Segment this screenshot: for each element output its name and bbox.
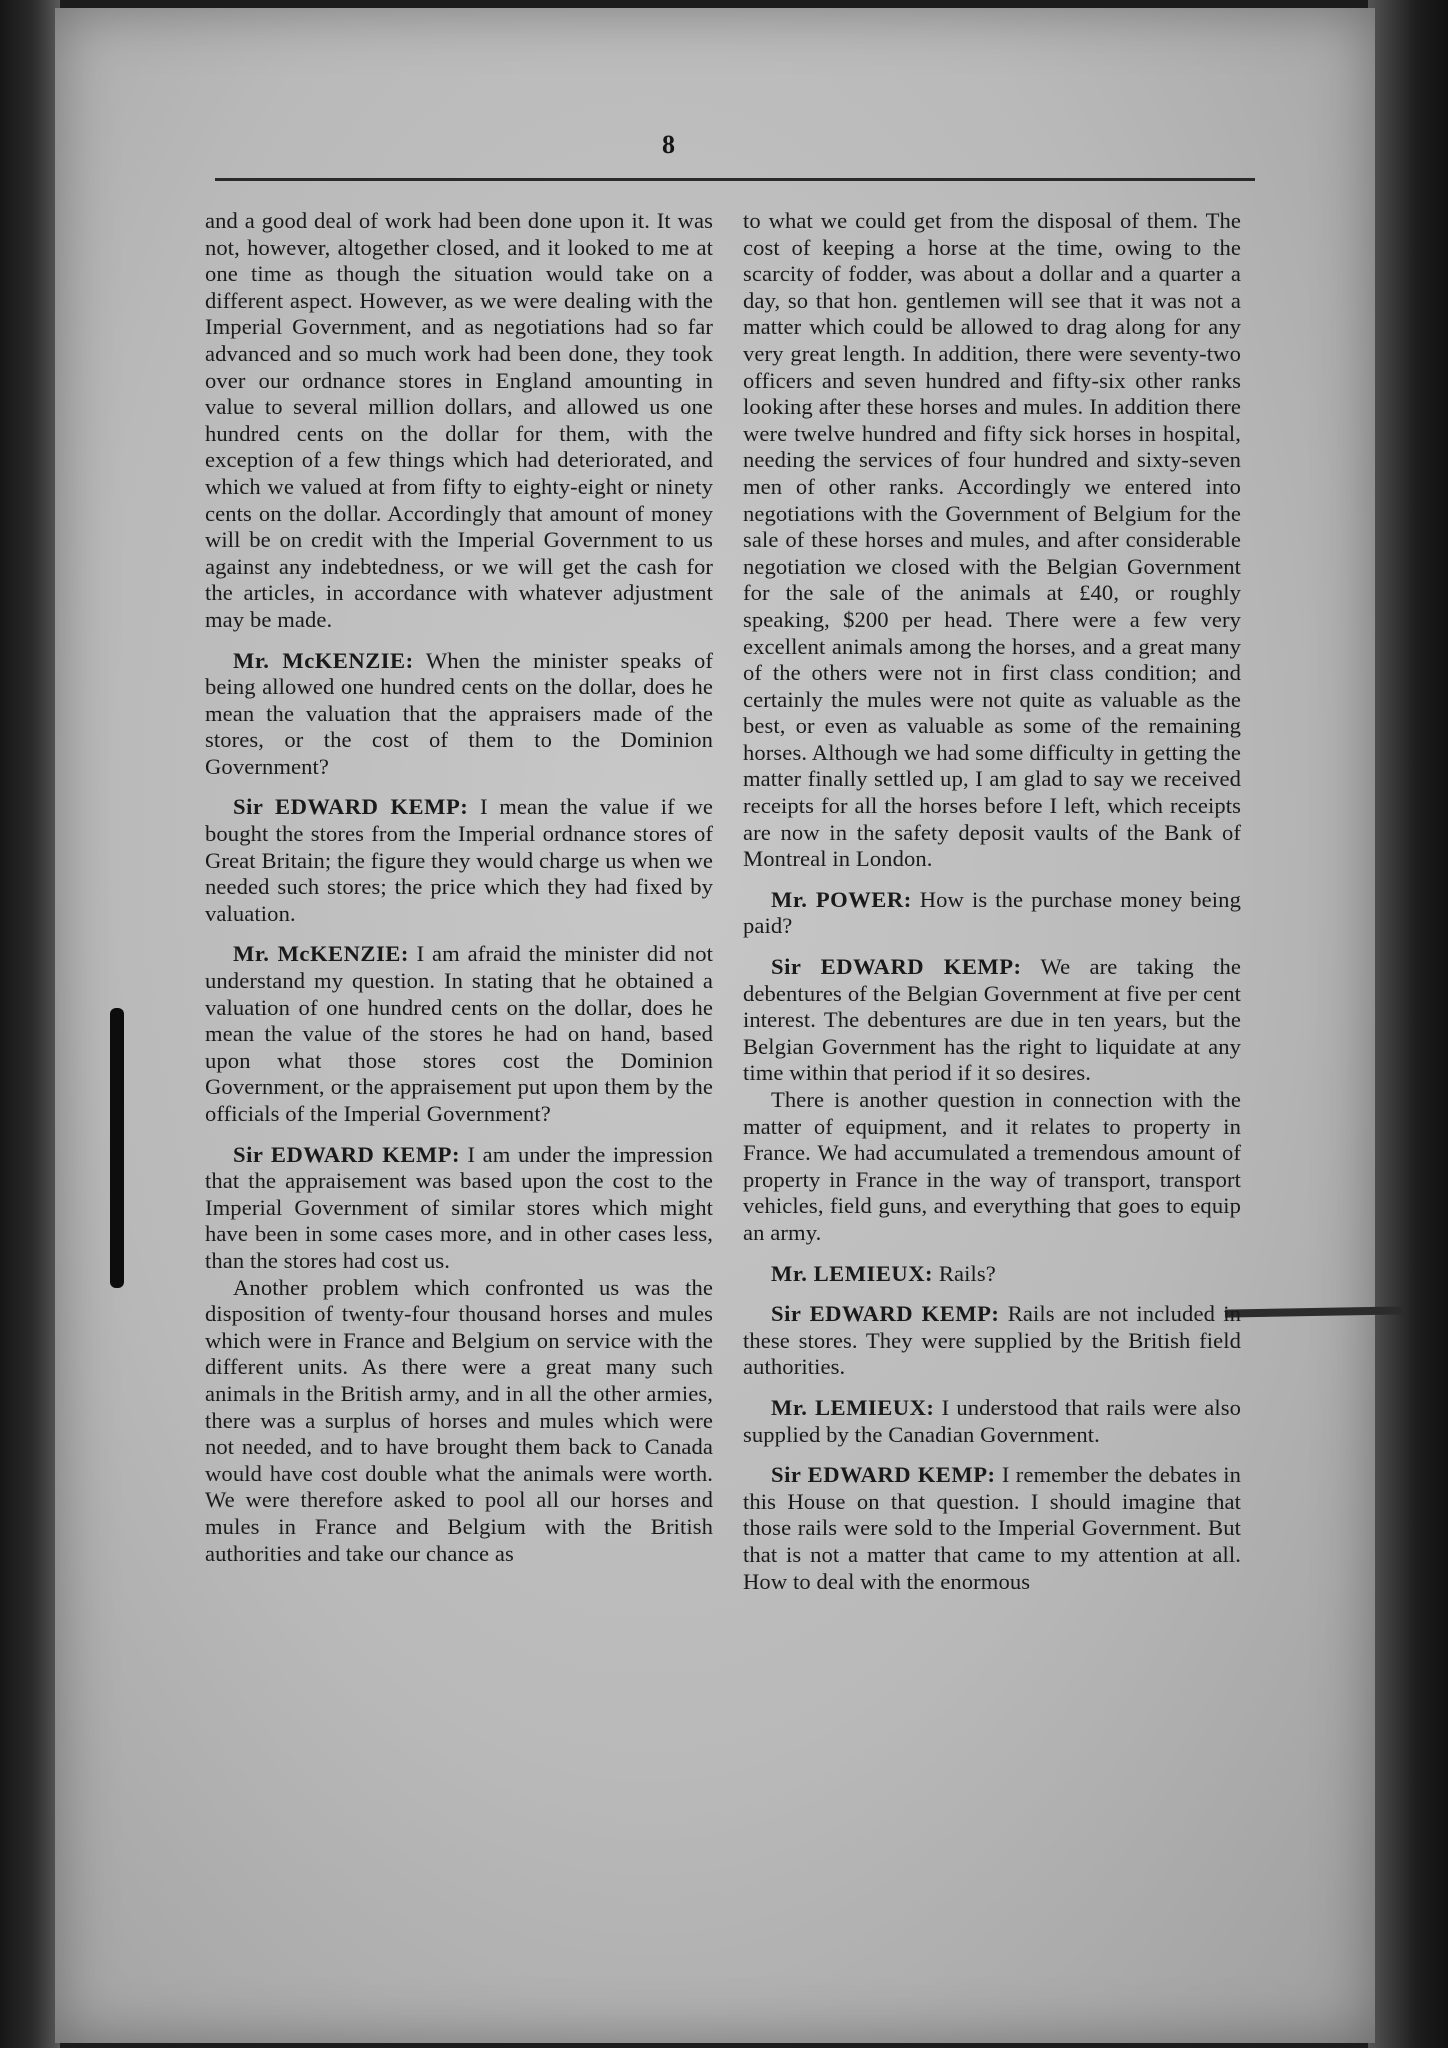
paragraph bbox=[205, 794, 713, 927]
scan-right-edge bbox=[1368, 0, 1448, 2048]
paragraph-text: I mean the value if we bought the stores from the Imperial ordnance stores of Great Britain; the figure they would charge us when we needed such stores; the price which they had fixed by valuation. bbox=[205, 794, 713, 926]
page-stain bbox=[110, 1008, 124, 1288]
paragraph-text: I understood that rails were also supplied by the Canadian Government. bbox=[743, 1394, 1242, 1447]
paragraph bbox=[205, 941, 713, 1127]
paragraph bbox=[743, 208, 1241, 873]
paragraph-text: Rails? bbox=[938, 1260, 996, 1286]
speaker-name: Mr. LEMIEUX: bbox=[771, 1260, 934, 1286]
paragraph bbox=[743, 1087, 1241, 1247]
paragraph bbox=[743, 954, 1241, 1087]
paragraph bbox=[743, 1301, 1241, 1381]
paragraph-text: When the minister speaks of being allowed one hundred cents on the dollar, does he mean the valuation that the appraisers made of the stores, or the cost of them to the Dominion Government? bbox=[205, 647, 713, 779]
paragraph-text: There is another question in connection with the matter of equipment, and it relates to property in France. We had accumulated a tremendous amount of property in France in the way of transport, transport vehicles, field guns, and everything that goes to equip an army. bbox=[743, 1087, 1241, 1245]
right-column bbox=[743, 208, 1241, 1595]
speaker-name: Mr. LEMIEUX: bbox=[771, 1394, 935, 1420]
paragraph-text: How is the purchase money being paid? bbox=[743, 886, 1241, 939]
speaker-name: Mr. McKENZIE: bbox=[233, 941, 409, 967]
paragraph-text: and a good deal of work had been done upon it. It was not, however, altogether closed, and it looked to me at one time as though the situation would take on a different aspect. However, as we were dealing with the Imperial Government, and as negotiations had so far advanced and so much work had been done, they took over our ordnance stores in England amounting in value to several million dollars, and allowed us one hundred cents on the dollar for them, with the exception of a few things which had deteriorated, and which we valued at from fifty to eighty-eight or ninety cents on the dollar. Accordingly that amount of money will be on credit with the Imperial Government to us against any indebtedness, or we will get the cash for the articles, in accordance with whatever adjustment may be made. bbox=[205, 208, 713, 632]
paragraph bbox=[743, 1395, 1241, 1448]
paragraph-text: I am afraid the minister did not understand my question. In stating that he obtained a valuation of one hundred cents on the dollar, does he mean the value of the stores he had on hand, based upon what those stores cost the Dominion Government, or the appraisement put upon them by the officials of the Imperial Government? bbox=[205, 941, 713, 1126]
speaker-name: Sir EDWARD KEMP: bbox=[771, 1462, 996, 1488]
paragraph bbox=[743, 887, 1241, 940]
left-column bbox=[205, 208, 713, 1567]
speaker-name: Sir EDWARD KEMP: bbox=[771, 954, 1022, 980]
paragraph bbox=[205, 1142, 713, 1275]
speaker-name: Mr. McKENZIE: bbox=[233, 647, 414, 673]
speaker-name: Sir EDWARD KEMP: bbox=[233, 1141, 461, 1167]
paragraph bbox=[743, 1462, 1241, 1595]
paragraph-text: I remember the debates in this House on that question. I should imagine that those rails were sold to the Imperial Government. But that is not a matter that came to my attention at all. How to deal with the enormous bbox=[743, 1462, 1242, 1594]
paragraph bbox=[205, 648, 713, 781]
paragraph-text: I am under the impression that the appraisement was based upon the cost to the Imperial Government of similar stores which might have been in some cases more, and in other cases less, than the stores had cost us. bbox=[205, 1141, 714, 1273]
scan-left-edge bbox=[0, 0, 60, 2048]
paragraph bbox=[205, 1275, 713, 1568]
paragraph-text: to what we could get from the disposal of them. The cost of keeping a horse at the time, owing to the scarcity of fodder, was about a dollar and a quarter a day, so that hon. gentlemen will see that it was not a matter which could be allowed to drag along for any very great length. In addition, there were seventy-two officers and seven hundred and fifty-six other ranks looking after these horses and mules. In addition there were twelve hundred and fifty sick horses in hospital, needing the services of four hundred and sixty-seven men of other ranks. Accordingly we entered into negotiations with the Government of Belgium for the sale of these horses and mules, and after considerable negotiation we closed with the Belgian Government for the sale of the animals at £40, or roughly speaking, $200 per head. There were a few very excellent animals among the horses, and a great many of the others were not in first class condition; and certainly the mules were not quite as valuable as the best, or even as valuable as some of the remaining horses. Although we had some difficulty in getting the matter finally settled up, I am glad to say we received receipts for all the horses before I left, which receipts are now in the safety deposit vaults of the Bank of Montreal in London. bbox=[743, 208, 1241, 872]
speaker-name: Mr. POWER: bbox=[771, 886, 912, 912]
paragraph-text: Another problem which confronted us was the disposition of twenty-four thousand horses and mules which were in France and Belgium on service with the different units. As there were a great many such animals in the British army, and in all the other armies, there was a surplus of horses and mules which were not needed, and to have brought them back to Canada would have cost double what the animals were worth. We were therefore asked to pool all our horses and mules in France and Belgium with the British authorities and take our chance as bbox=[205, 1274, 713, 1566]
paragraph bbox=[205, 208, 713, 634]
paragraph-text: Rails are not included in these stores. They were supplied by the British field authorities. bbox=[743, 1301, 1241, 1380]
paragraph bbox=[743, 1261, 1241, 1288]
speaker-name: Sir EDWARD KEMP: bbox=[771, 1301, 1000, 1327]
header-rule bbox=[215, 178, 1255, 181]
speaker-name: Sir EDWARD KEMP: bbox=[233, 794, 469, 820]
paragraph-text: We are taking the debentures of the Belgian Government at five per cent interest. The debentures are due in ten years, but the Belgian Government has the right to liquidate at any time within that period if it so desires. bbox=[743, 954, 1242, 1086]
page-number: 8 bbox=[662, 130, 675, 159]
